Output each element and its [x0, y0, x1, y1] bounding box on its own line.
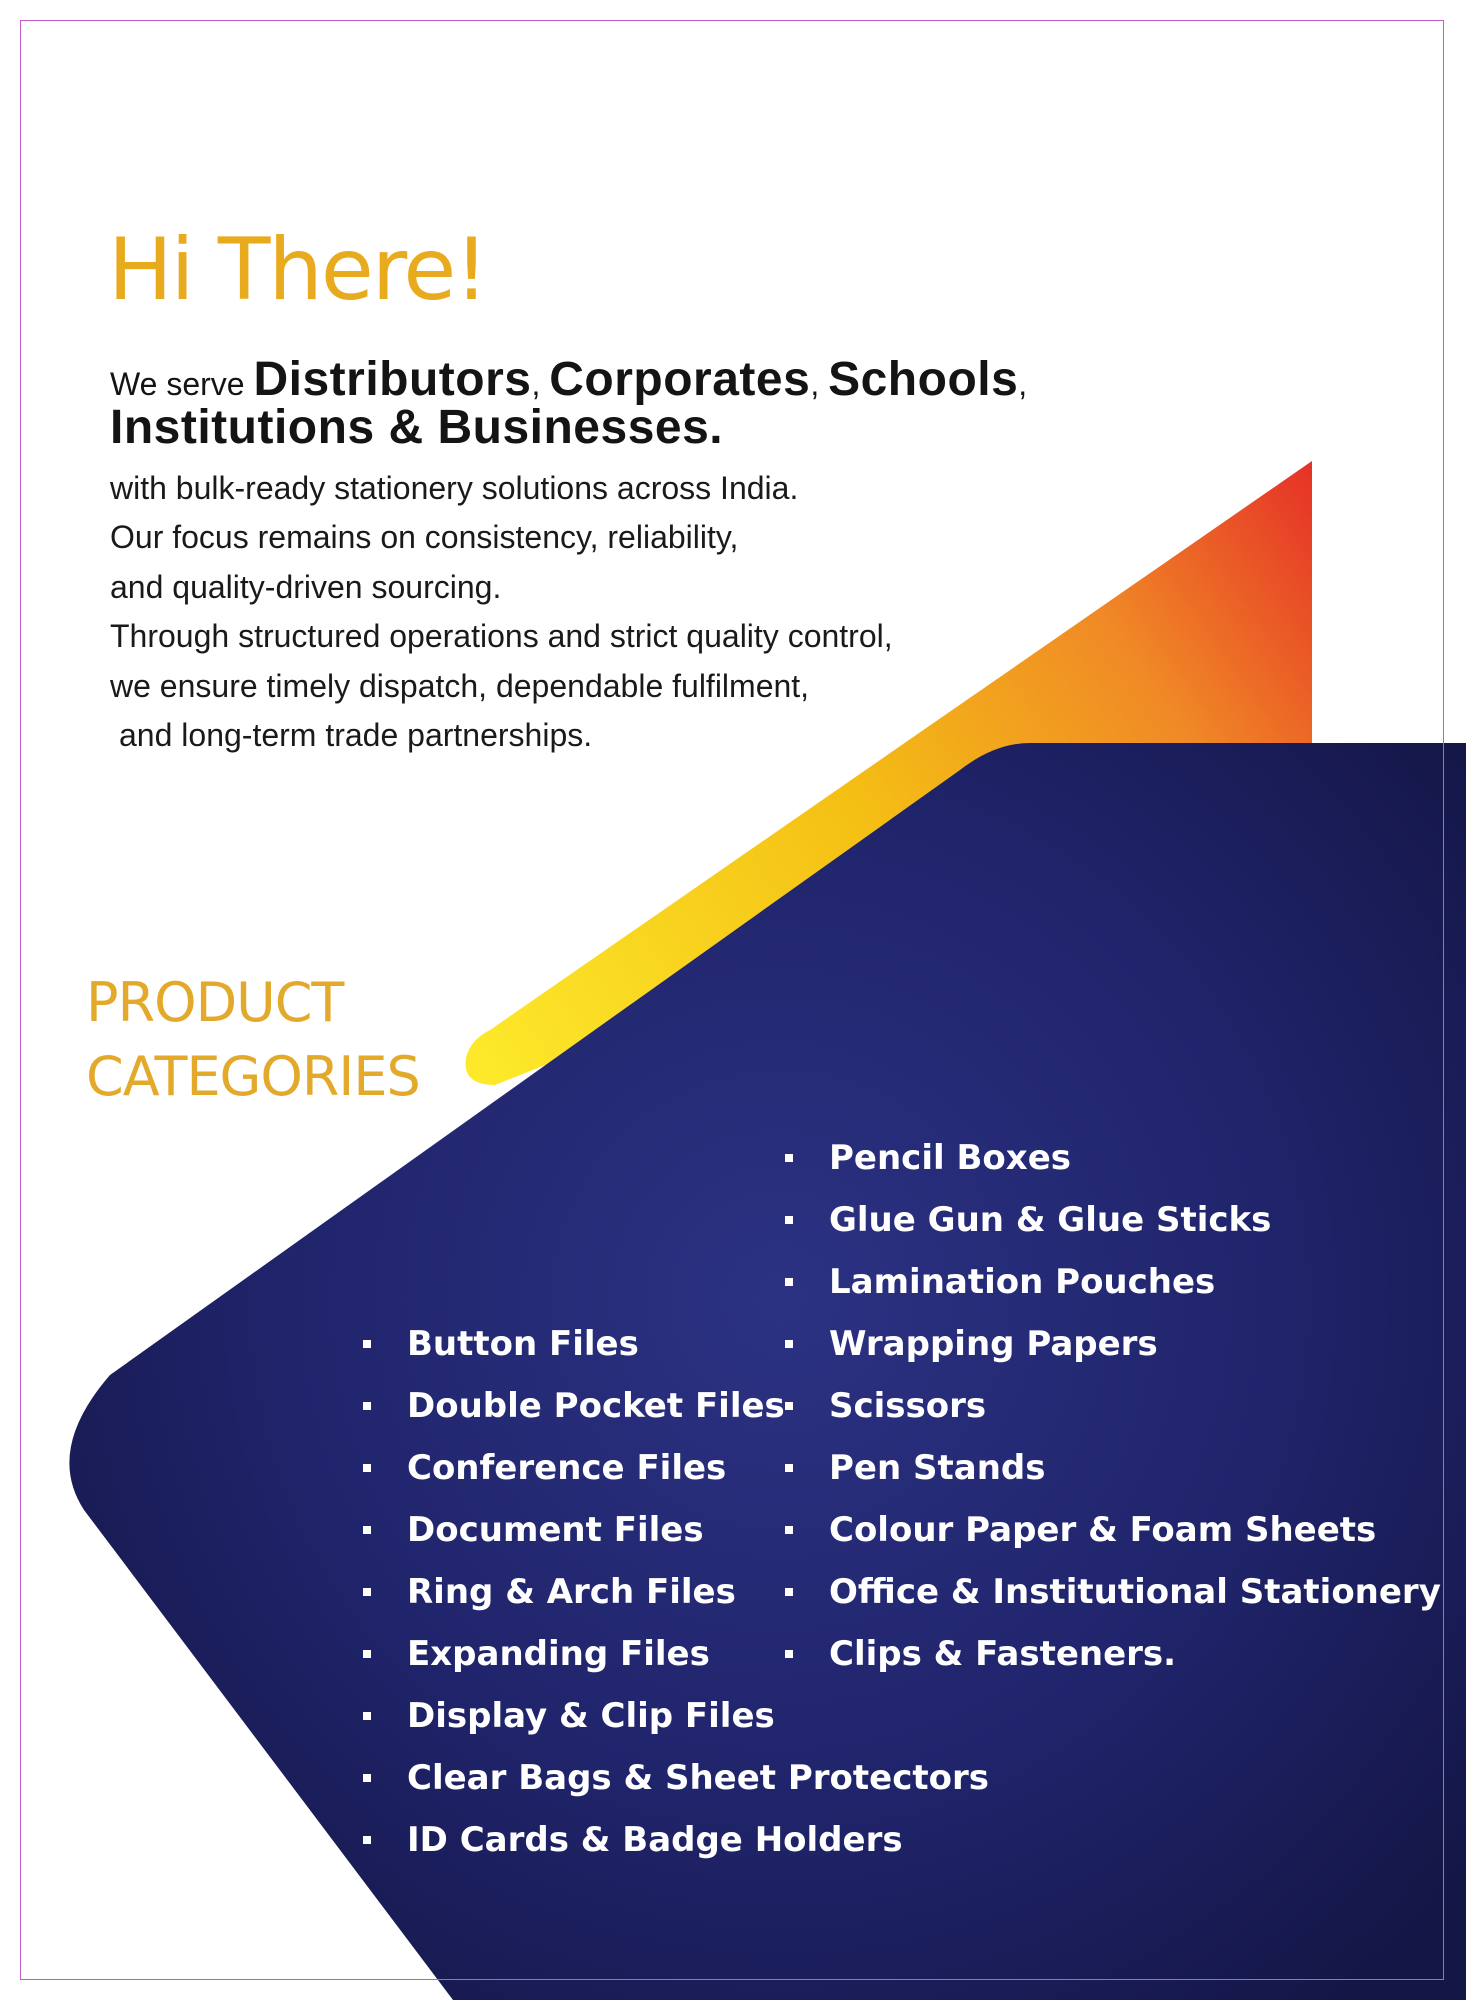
bullet-icon — [363, 1774, 371, 1782]
list-item — [785, 1499, 1441, 1561]
intro-body-line: and quality-driven sourcing. — [110, 568, 502, 605]
bullet-icon — [785, 1402, 793, 1410]
comma-separator: , — [531, 366, 550, 402]
bullet-icon — [785, 1526, 793, 1534]
list-item — [785, 1623, 1441, 1685]
list-item-label: Office & Institutional Stationery — [829, 1572, 1441, 1612]
list-item — [785, 1375, 1441, 1437]
list-item-label: Wrapping Papers — [829, 1324, 1158, 1364]
list-item-label: Scissors — [829, 1386, 987, 1426]
bullet-icon — [785, 1154, 793, 1162]
list-item-label: Glue Gun & Glue Sticks — [829, 1200, 1272, 1240]
list-item-label: Double Pocket Files — [407, 1386, 785, 1426]
intro-body-line: we ensure timely dispatch, dependable fulfilment, — [110, 667, 810, 704]
heading-line: CATEGORIES — [86, 1045, 420, 1108]
list-item-label: Clips & Fasteners. — [829, 1634, 1177, 1674]
category-list-right — [785, 1127, 1441, 1685]
bullet-icon — [785, 1340, 793, 1348]
intro-body — [110, 464, 1210, 761]
audience-schools: Schools — [828, 353, 1019, 406]
bullet-icon — [363, 1712, 371, 1720]
list-item-label: Colour Paper & Foam Sheets — [829, 1510, 1377, 1550]
list-item — [785, 1437, 1441, 1499]
intro-body-line: Our focus remains on consistency, reliability, — [110, 519, 739, 556]
intro-body-line: and long-term trade partnerships. — [119, 717, 593, 754]
bullet-icon — [785, 1278, 793, 1286]
audience-corporates: Corporates — [549, 353, 811, 406]
bullet-icon — [363, 1340, 371, 1348]
bullet-icon — [363, 1836, 371, 1844]
list-item-label: Lamination Pouches — [829, 1262, 1216, 1302]
intro-section — [110, 352, 1210, 761]
list-item — [785, 1313, 1441, 1375]
bullet-icon — [785, 1464, 793, 1472]
bullet-icon — [785, 1650, 793, 1658]
list-item — [363, 1747, 989, 1809]
list-item-label: Document Files — [407, 1510, 704, 1550]
product-categories-heading — [86, 966, 420, 1114]
bullet-icon — [363, 1464, 371, 1472]
list-item — [785, 1127, 1441, 1189]
list-item-label: Pencil Boxes — [829, 1138, 1071, 1178]
list-item-label: Pen Stands — [829, 1448, 1046, 1488]
audience-distributors: Distributors — [253, 353, 532, 406]
comma-separator: , — [1018, 366, 1028, 402]
list-item — [785, 1189, 1441, 1251]
intro-headline-line2: Institutions & Businesses. — [110, 401, 724, 455]
bullet-icon — [363, 1650, 371, 1658]
bullet-icon — [363, 1526, 371, 1534]
list-item-label: ID Cards & Badge Holders — [407, 1820, 903, 1860]
list-item — [785, 1561, 1441, 1623]
intro-body-line: with bulk-ready stationery solutions across India. — [110, 469, 799, 506]
list-item-label: Conference Files — [407, 1448, 727, 1488]
list-item-label: Expanding Files — [407, 1634, 710, 1674]
list-item-label: Display & Clip Files — [407, 1696, 775, 1736]
list-item-label: Ring & Arch Files — [407, 1572, 736, 1612]
intro-prefix: We serve — [110, 366, 245, 402]
list-item-label: Button Files — [407, 1324, 639, 1364]
heading-line: PRODUCT — [86, 971, 344, 1034]
list-item — [363, 1809, 989, 1871]
bullet-icon — [363, 1588, 371, 1596]
list-item — [785, 1251, 1441, 1313]
intro-headline-line1 — [110, 352, 1210, 407]
list-item-label: Clear Bags & Sheet Protectors — [407, 1758, 990, 1798]
list-item — [363, 1685, 989, 1747]
bullet-icon — [363, 1402, 371, 1410]
intro-body-line: Through structured operations and strict quality control, — [110, 618, 893, 655]
bullet-icon — [785, 1588, 793, 1596]
comma-separator: , — [810, 366, 829, 402]
bullet-icon — [785, 1216, 793, 1224]
greeting-heading: Hi There! — [108, 220, 487, 320]
